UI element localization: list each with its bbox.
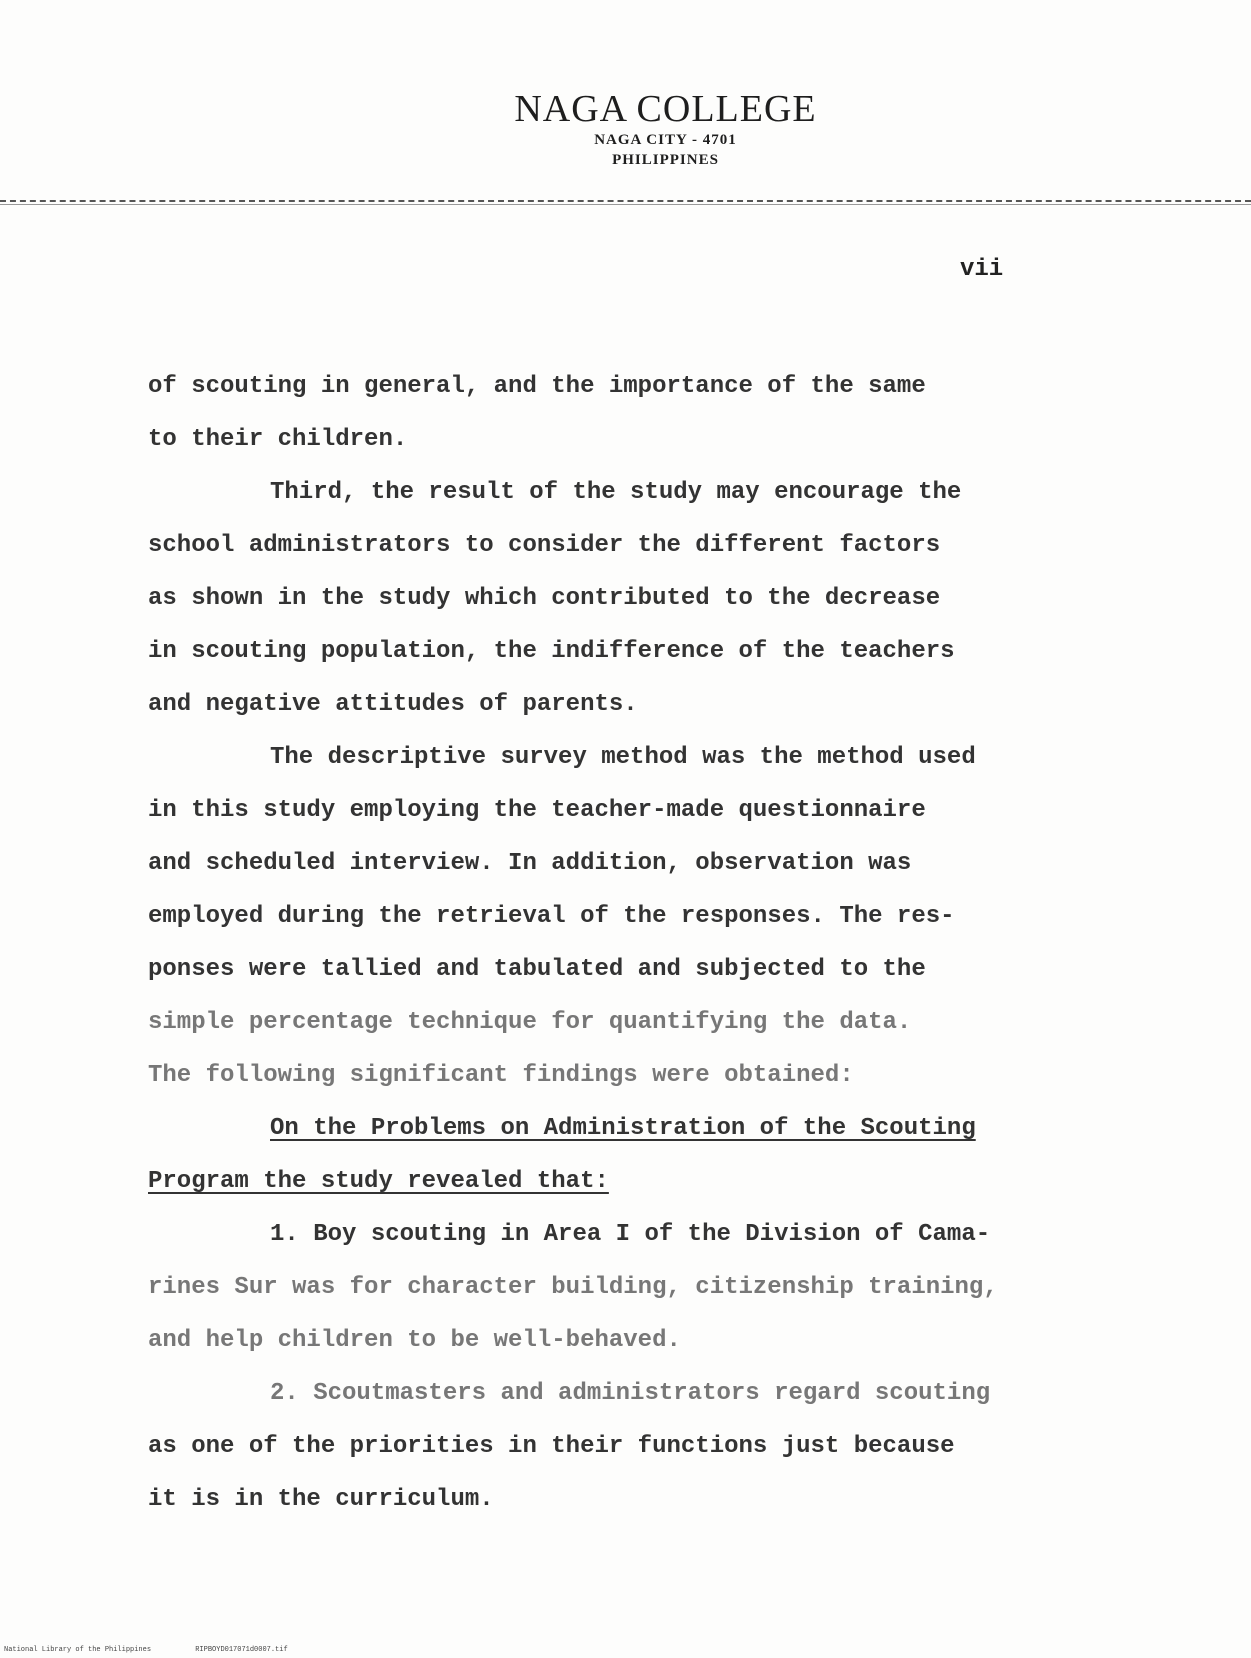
text-line: as shown in the study which contributed to the decrease <box>148 585 941 612</box>
text-line: and scheduled interview. In addition, observation was <box>148 850 912 877</box>
college-name: NAGA COLLEGE <box>514 88 817 130</box>
list-item-text: as one of the priorities in their functions just because <box>148 1433 955 1460</box>
section-heading: Program the study revealed that: <box>148 1168 609 1195</box>
letterhead <box>0 88 1251 170</box>
college-city: NAGA CITY - 4701 <box>594 132 737 148</box>
text-line: The descriptive survey method was the method used <box>270 744 976 771</box>
section-heading: On the Problems on Administration of the Scouting <box>270 1115 976 1142</box>
list-item-text: 2. Scoutmasters and administrators regard scouting <box>270 1380 991 1407</box>
footer-file-id: RIPBOYD017071d0007.tif <box>195 1646 288 1654</box>
text-line: Third, the result of the study may encourage the <box>270 479 962 506</box>
text-line: ponses were tallied and tabulated and subjected to the <box>148 956 926 983</box>
letterhead-divider <box>0 200 1251 202</box>
list-item-text: it is in the curriculum. <box>148 1486 494 1513</box>
page-number: vii <box>960 256 1004 283</box>
body-text <box>148 360 1108 1526</box>
text-line: employed during the retrieval of the responses. The res- <box>148 903 955 930</box>
list-item-text: and help children to be well-behaved. <box>148 1327 681 1354</box>
college-country: PHILIPPINES <box>612 152 719 168</box>
list-item-text: 1. Boy scouting in Area I of the Division of Cama- <box>270 1221 991 1248</box>
text-line: in this study employing the teacher-made questionnaire <box>148 797 926 824</box>
list-item-text: rines Sur was for character building, citizenship training, <box>148 1274 998 1301</box>
text-line: of scouting in general, and the importance of the same <box>148 373 926 400</box>
text-line: and negative attitudes of parents. <box>148 691 638 718</box>
text-line: simple percentage technique for quantifying the data. <box>148 1009 912 1036</box>
letterhead-divider-secondary <box>0 204 1251 205</box>
text-line: in scouting population, the indifference of the teachers <box>148 638 955 665</box>
text-line: to their children. <box>148 426 408 453</box>
text-line: school administrators to consider the different factors <box>148 532 941 559</box>
text-line: The following significant findings were obtained: <box>148 1062 854 1089</box>
scan-footer <box>4 1646 328 1654</box>
footer-library: National Library of the Philippines <box>4 1646 152 1654</box>
